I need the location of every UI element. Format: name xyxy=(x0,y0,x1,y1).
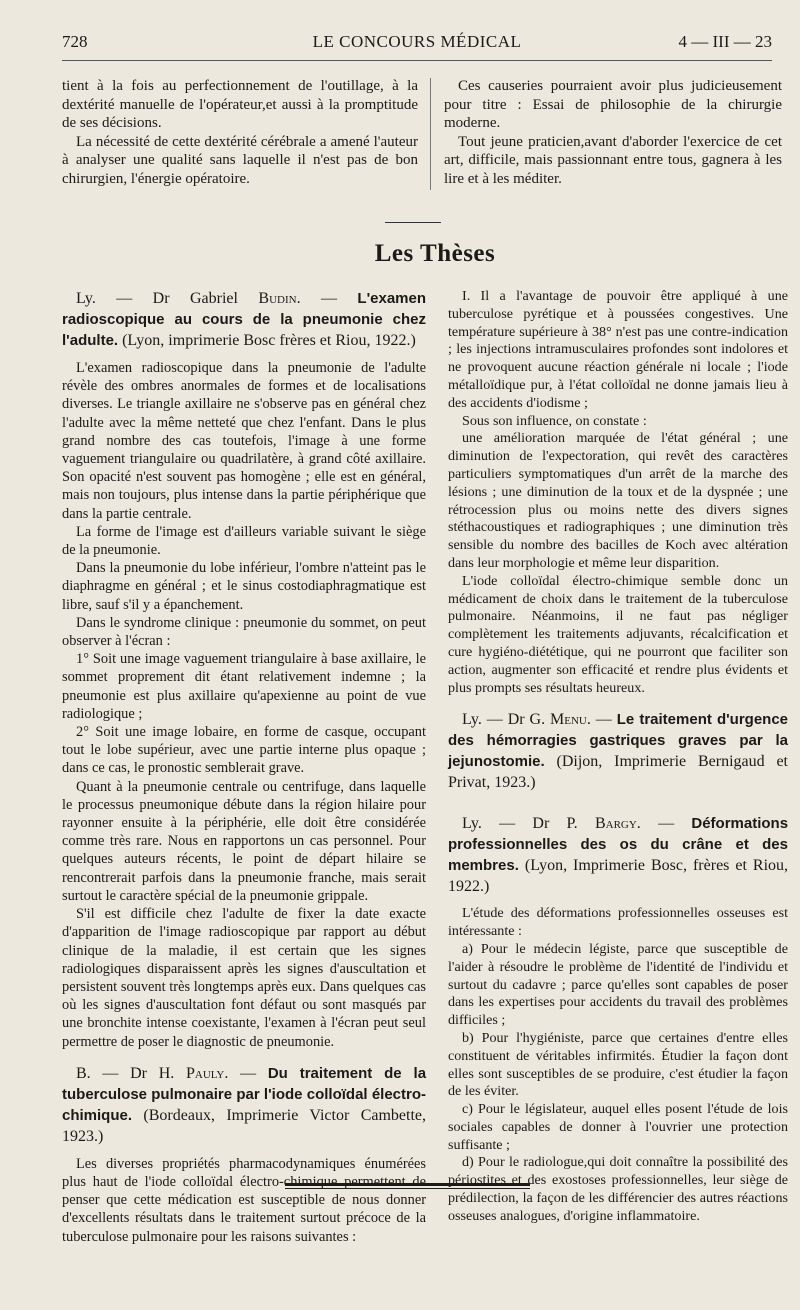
thesis-entry-heading xyxy=(448,709,788,793)
paragraph: Quant à la pneumonie centrale ou centrifuge, dans laquelle le processus pneumonique débute dans la région hilaire pour rayonner ensuite à la périphérie, elle doit être considérée comme très rare. Nous en rapportons un cas personnel. Pour quelques auteurs récents, le point de départ hilaire se rencontrerait parfois dans la pneumonie franche, mais serait surtout le caractère spécial de la pneumonie grippale. xyxy=(62,778,426,904)
footer-rule xyxy=(285,1183,530,1186)
entry-author: Bargy xyxy=(594,815,637,833)
entry-title: L'examen radioscopique au cours de la pneumonie chez l'adulte. xyxy=(62,290,427,349)
entry-author: Menu xyxy=(550,711,587,729)
entry-author: Budin xyxy=(258,290,297,307)
issue-date: 4 — III — 23 xyxy=(678,32,772,51)
paragraph: La nécessité de cette dextérité cérébrale a amené l'auteur à analyser une qualité sans laquelle il n'est pas de bon chirurgien, l'énergie opératoire. xyxy=(62,133,418,187)
entry-publisher: (Lyon, imprimerie Bosc frères et Riou, 1922.) xyxy=(122,332,416,349)
footer-rule-thin xyxy=(285,1188,530,1189)
header-rule xyxy=(62,60,772,61)
paragraph: I. Il a l'avantage de pouvoir être appliqué à une tuberculose pyrétique et à poussées congestives. Une température supérieure à 38° n'est pas une contre-indication ; les injections intramusculaires profondes sont indolores et ne provoquent aucune réaction générale ni locale ; l'iode métalloïdique pur, à l'état colloïdal ne donne jamais lieu à des accidents d'iodisme ; xyxy=(448,288,788,411)
thesis-entry-heading xyxy=(62,1063,426,1147)
paragraph: 1° Soit une image vaguement triangulaire à base axillaire, le sommet proprement dit étant relativement indemne ; la pneumonie est plus axillaire qu'apexienne au point de vue radiologique ; xyxy=(62,651,426,722)
left-column xyxy=(62,288,426,1246)
paragraph: La forme de l'image est d'ailleurs variable suivant le siège de la pneumonie. xyxy=(62,523,426,559)
entry-separator: . — xyxy=(296,290,337,307)
section-title: Les Thèses xyxy=(374,240,496,267)
paragraph: S'il est difficile chez l'adulte de fixer la date exacte d'apparition de l'image radioscopique par rapport au début clinique de la maladie, il est certain que les signes radiologiques disparaissent après les signes d'auscultation et persistent souvent très longtemps après eux. Dans quelques cas où les signes d'auscultation font défaut ou sont masqués par une bronchite intense coexistante, l'examen à l'écran peut seul permettre de poser le diagnostic de pneumonie. xyxy=(62,906,426,1050)
journal-title: LE CONCOURS MÉDICAL xyxy=(312,32,522,51)
paragraph: Tout jeune praticien,avant d'aborder l'exercice de cet art, difficile, mais passionnant entre tous, gagnera à les lire et à les méditer. xyxy=(444,133,782,187)
entry-prefix: Ly. — Dr P. xyxy=(462,815,578,833)
paragraph: Les diverses propriétés pharmacodynamiques énumérées plus haut de l'iode colloïdal électro-chimique permettent de penser que cette médication est susceptible de nous donner d'excellents résultats dans le traitement surtout précoce de la tuberculose pulmonaire pour les raisons suivantes : xyxy=(62,1155,426,1245)
paragraph: 2° Soit une image lobaire, en forme de casque, occupant tout le lobe supérieur, avec une partie interne plus opaque ; dans ce cas, le pronostic semblerait grave. xyxy=(62,724,426,777)
thesis-entry-heading xyxy=(448,813,788,897)
top-left-column xyxy=(62,77,418,189)
entry-publisher: (Lyon, Imprimerie Bosc, frères et Riou, 1922.) xyxy=(448,857,789,896)
paragraph: Dans la pneumonie du lobe inférieur, l'ombre n'atteint pas le diaphragme en général ; et le sinus costodiaphragmatique est libre, sauf s'il y a épanchement. xyxy=(62,560,426,613)
paragraph: Sous son influence, on constate : xyxy=(462,412,647,429)
paragraph: tient à la fois au perfectionnement de l'outillage, à la dextérité manuelle de l'opérateur,et aussi à la promptitude de ses décisions. xyxy=(62,78,418,132)
entry-title: Déformations professionnelles des os du crâne et des membres. xyxy=(448,815,789,875)
page-number: 728 xyxy=(62,32,88,51)
paragraph: L'étude des déformations professionnelles osseuses est intéressante : xyxy=(448,905,788,940)
paragraph: d) Pour le radiologue,qui doit connaître la possibilité des périostites et des exostoses professionnelles, leur siège de prédilection, la façon de les différencier des autres réactions osseuses analogues, d'origine inflammatoire. xyxy=(448,1154,788,1224)
entry-prefix: Ly. — Dr G. xyxy=(462,711,546,729)
paragraph: une amélioration marquée de l'état général ; une diminution de l'expectoration, qui revêt des caractères particuliers symptomatiques d'un arrêt de la marche des lésions ; une diminution de la toux et de la dyspnée ; une rétrocession plus ou moins nette des divers signes stéthacoustiques et radiographiques ; une diminution très sensible du nombre des bacilles de Koch avec altération dans leur morphologie et même leur disparition. xyxy=(448,430,788,571)
paragraph: L'iode colloïdal électro-chimique semble donc un médicament de choix dans le traitement de la tuberculose pulmonaire. Néanmoins, il ne faut pas négliger complètement les traitements adjuvants, récalcification et cure hygiéno-diététique, qui ne pourront que faciliter son action, augmenter son efficacité et rendre plus évidents et plus prompts ses résultats heureux. xyxy=(448,572,788,696)
page-header xyxy=(62,32,772,56)
entry-separator: . — xyxy=(224,1064,257,1082)
entry-prefix: Ly. — Dr Gabriel xyxy=(76,290,238,307)
entry-author: Pauly xyxy=(186,1064,225,1082)
entry-separator: . — xyxy=(636,815,675,833)
thesis-entry-heading xyxy=(62,288,426,351)
paragraph: Ces causeries pourraient avoir plus judicieusement pour titre : Essai de philosophie de la chirurgie moderne. xyxy=(444,78,782,132)
paragraph: a) Pour le médecin légiste, parce que susceptible de l'aider à résoudre le problème de l'identité de l'individu et surtout du cadavre ; parce qu'elles sont capables de poser dans les expertises pour accidents du travail des problèmes difficiles ; xyxy=(448,940,788,1029)
entry-publisher: (Bordeaux, Imprimerie Victor Cambette, 1923.) xyxy=(62,1106,427,1145)
paragraph: L'examen radioscopique dans la pneumonie de l'adulte révèle des ombres anormales de formes et de localisations diverses. Le triangle axillaire ne s'observe pas en général chez l'adulte avec la même netteté que chez l'enfant. Dans le plus grand nombre des cas toutefois, l'image à une forme vaguement triangulaire ou quadrilatère, à grand côté axillaire. Son opacité n'est souvent pas homogène ; elle est en général, mais non toujours, plus intense dans la partie périphérique que dans la partie centrale. xyxy=(62,360,426,522)
column-divider xyxy=(430,78,431,190)
top-right-column xyxy=(444,77,782,189)
paragraph: b) Pour l'hygiéniste, parce que certaines d'entre elles constituent de véritables infirmités. Étudier la façon dont elles sont susceptibles de se produire, c'est étudier la façon de les éviter. xyxy=(448,1029,788,1100)
entry-title: Du traitement de la tuberculose pulmonaire par l'iode colloïdal électro-chimique. xyxy=(62,1064,427,1124)
separator-rule xyxy=(385,222,441,223)
entry-publisher: (Dijon, Imprimerie Bernigaud et Privat, 1923.) xyxy=(448,753,788,792)
entry-prefix: B. — Dr H. xyxy=(76,1064,175,1082)
entry-separator: . — xyxy=(586,711,612,729)
right-column xyxy=(448,288,788,1226)
paragraph: c) Pour le législateur, auquel elles posent l'étude de lois sociales capables de donner à l'ouvrier une protection suffisante ; xyxy=(448,1101,788,1153)
paragraph: Dans le syndrome clinique : pneumonie du sommet, on peut observer à l'écran : xyxy=(62,614,426,650)
entry-title: Le traitement d'urgence des hémorragies gastriques graves par la jejunostomie. xyxy=(448,711,789,771)
